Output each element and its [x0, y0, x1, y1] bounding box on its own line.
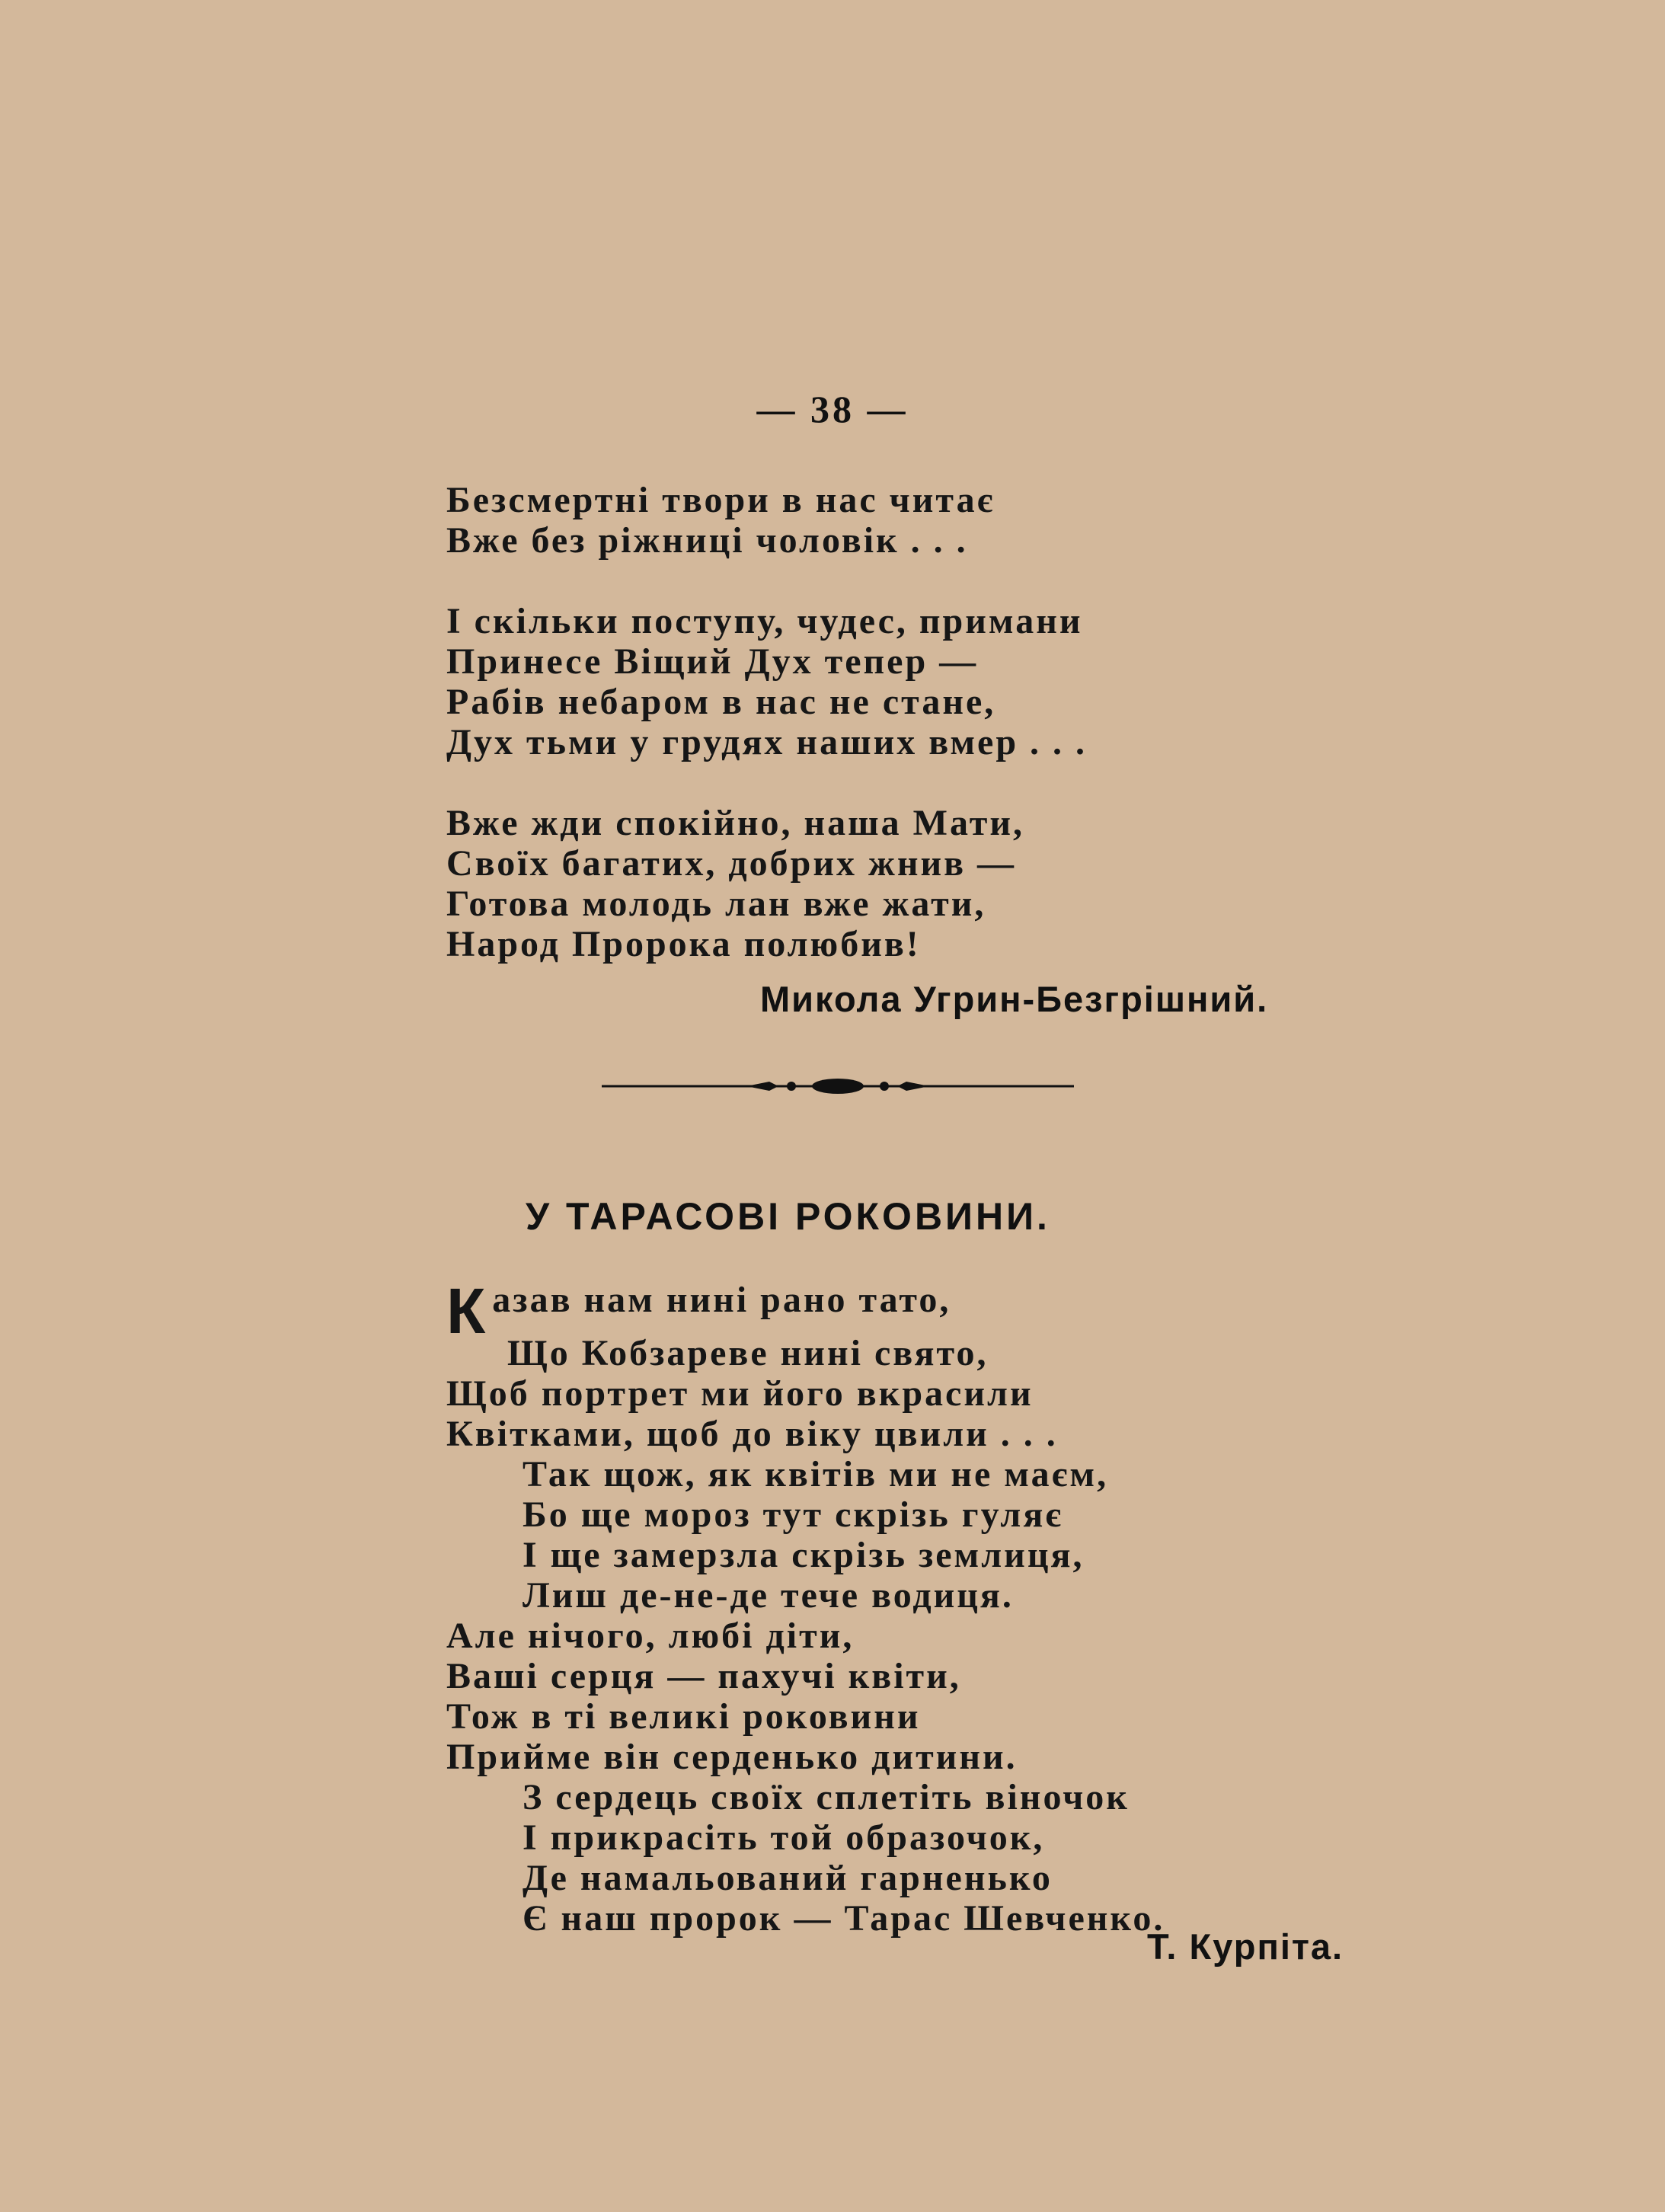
poem-line-first	[446, 1275, 1165, 1347]
poem-line: Так щож, як квітів ми не маєм,	[523, 1454, 1109, 1494]
page-number: — 38 —	[756, 388, 909, 430]
divider-ornament	[602, 1069, 1074, 1103]
poem-line: Рабів небаром в нас не стане,	[446, 682, 996, 722]
poem-line: З сердець своїх сплетіть віночок	[523, 1777, 1130, 1817]
stanza-3	[446, 803, 1087, 964]
poem-2-title: У ТАРАСОВІ РОКОВИНИ.	[526, 1195, 1050, 1238]
poem-2-author: Т. Курпіта.	[1147, 1926, 1344, 1967]
poem-line: Є наш пророк — Тарас Шевченко.	[523, 1898, 1165, 1939]
stanza-2	[446, 601, 1087, 762]
poem-line: Готова молодь лан вже жати,	[446, 884, 986, 924]
poem-line: І скільки поступу, чудес, примани	[446, 601, 1083, 641]
poem-line: Своїх багатих, добрих жнив —	[446, 843, 1017, 884]
poem-line: Безсмертні твори в нас читає	[446, 480, 995, 520]
poem-line: Але нічого, любі діти,	[446, 1616, 855, 1656]
poem-1	[446, 480, 1087, 964]
poem-line: Дух тьми у грудях наших вмер . . .	[446, 722, 1088, 762]
poem-line: Де намальований гарненько	[523, 1858, 1053, 1898]
poem-line: Щоб портрет ми його вкрасили	[446, 1373, 1034, 1414]
poem-line: Що Кобзареве нині свято,	[507, 1333, 989, 1373]
poem-line: І прикрасіть той образочок,	[523, 1817, 1045, 1858]
poem-line: Тож в ті великі роковини	[446, 1696, 921, 1737]
poem-line: Принесе Віщий Дух тепер —	[446, 641, 979, 682]
poem-line: Народ Пророка полюбив!	[446, 924, 921, 964]
poem-2	[446, 1275, 1165, 1939]
poem-line: Бо ще мороз тут скрізь гуляє	[523, 1494, 1064, 1535]
poem-line: Прийме він серденько дитини.	[446, 1737, 1018, 1777]
poem-line: Лиш де-не-де тече водиця.	[523, 1575, 1014, 1616]
poem-line: І ще замерзла скрізь землиця,	[523, 1535, 1085, 1575]
poem-line: Вже без ріжниці чоловік . . .	[446, 520, 968, 561]
poem-line: Квітками, щоб до віку цвили . . .	[446, 1414, 1058, 1454]
poem-line: Ваші серця — пахучі квіти,	[446, 1656, 961, 1696]
stanza-1	[446, 480, 1087, 561]
poem-1-author: Микола Угрин-Безгрішний.	[760, 979, 1269, 1019]
first-line-text: азав нам нині рано тато,	[492, 1280, 951, 1320]
poem-line: Вже жди спокійно, наша Мати,	[446, 803, 1024, 843]
dropcap: К	[446, 1275, 488, 1347]
